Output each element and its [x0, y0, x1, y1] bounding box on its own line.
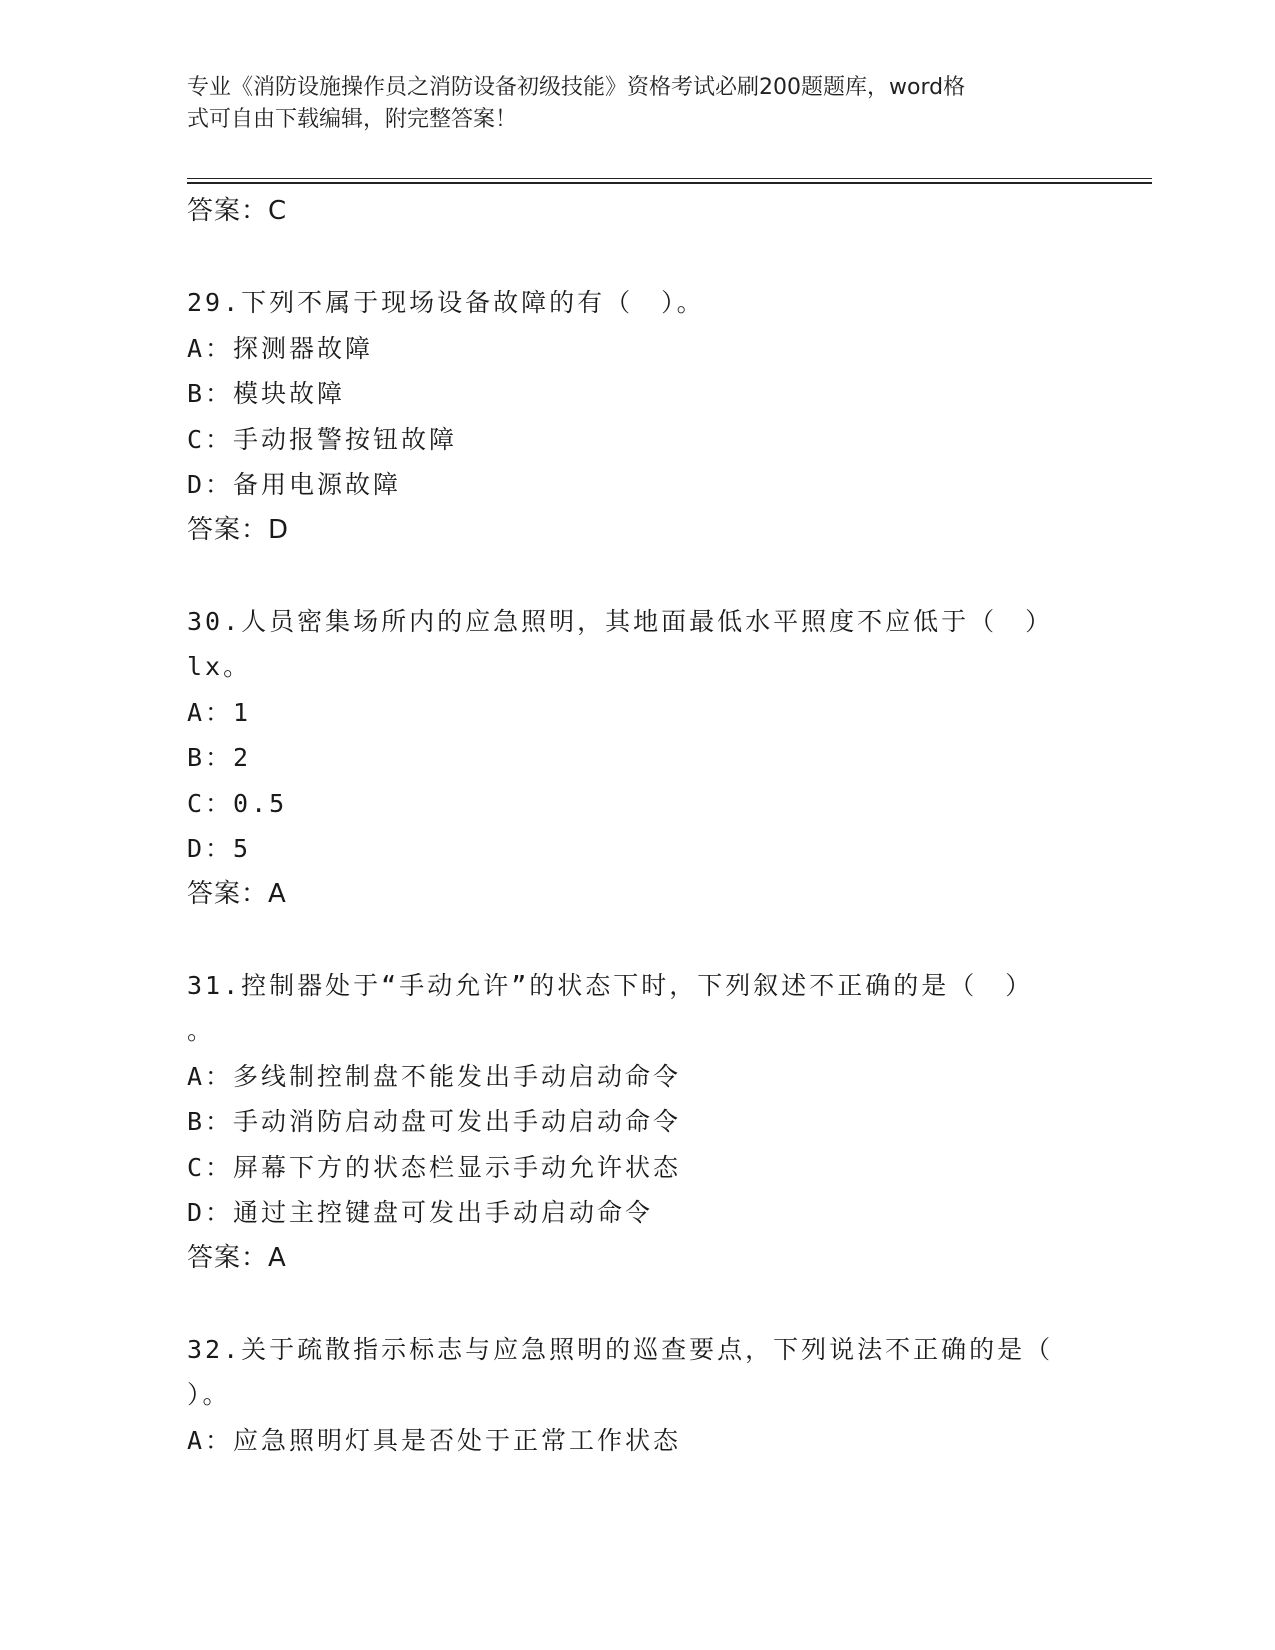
question-list [187, 189, 1087, 1463]
question-30 [187, 599, 1087, 918]
option-c: C：屏幕下方的状态栏显示手动允许状态 [187, 1152, 682, 1182]
spacer [187, 235, 1087, 281]
document-header [187, 72, 1077, 136]
question-31 [187, 963, 1087, 1282]
option-a: A：1 [187, 697, 252, 727]
question-stem-continued: lx。 [187, 652, 252, 681]
question-stem-continued: ）。 [187, 1380, 231, 1409]
option-a: A：应急照明灯具是否处于正常工作状态 [187, 1425, 682, 1455]
option-c: C：0.5 [187, 788, 288, 818]
option-b: B：2 [187, 743, 252, 772]
header-line-1: 专业《消防设施操作员之消防设备初级技能》资格考试必刷200题题库，word格 [187, 75, 966, 100]
option-c: C：手动报警按钮故障 [187, 424, 458, 454]
previous-answer: 答案：C [187, 196, 288, 226]
answer: 答案：A [187, 1242, 287, 1273]
spacer [187, 917, 1087, 963]
question-stem: 31.控制器处于“手动允许”的状态下时，下列叙述不正确的是（ ） [187, 970, 1034, 1000]
header-line-2: 式可自由下载编辑，附完整答案！ [187, 107, 518, 132]
question-stem: 30.人员密集场所内的应急照明，其地面最低水平照度不应低于（ ） [187, 606, 1054, 636]
spacer [187, 553, 1087, 599]
option-b: B：手动消防启动盘可发出手动启动命令 [187, 1107, 682, 1136]
question-stem: 29.下列不属于现场设备故障的有（ ）。 [187, 288, 705, 317]
question-29 [187, 280, 1087, 553]
header-rule-thick [187, 182, 1152, 184]
option-a: A：多线制控制盘不能发出手动启动命令 [187, 1061, 682, 1091]
option-a: A：探测器故障 [187, 333, 374, 363]
header-rule-thin [187, 178, 1152, 179]
spacer [187, 1281, 1087, 1327]
option-d: D：备用电源故障 [187, 470, 402, 499]
option-b: B：模块故障 [187, 379, 346, 408]
option-d: D：5 [187, 834, 252, 863]
option-d: D：通过主控键盘可发出手动启动命令 [187, 1198, 654, 1227]
answer: 答案：D [187, 514, 290, 545]
answer: 答案：A [187, 878, 287, 909]
question-32 [187, 1327, 1087, 1464]
question-stem: 32.关于疏散指示标志与应急照明的巡查要点，下列说法不正确的是（ [187, 1334, 1054, 1364]
question-stem-continued: 。 [187, 1016, 216, 1045]
